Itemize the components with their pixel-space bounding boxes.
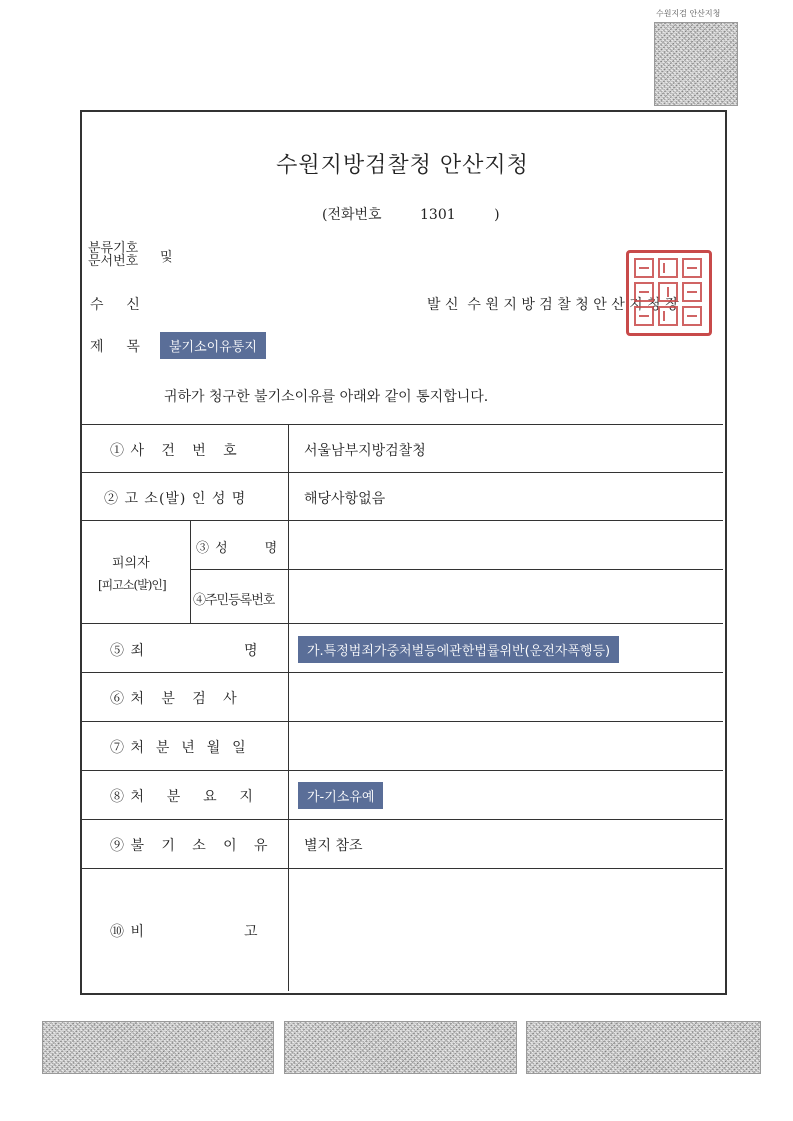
remarks-label-end: 고 xyxy=(244,924,259,940)
subject-label: 제 목 xyxy=(90,339,141,355)
phone-number: 1301 xyxy=(420,207,456,223)
reason-value: 별지 참조 xyxy=(304,838,363,854)
gist-value: 가-기소유예 xyxy=(298,782,383,809)
crime-label-end: 명 xyxy=(244,643,259,659)
subject-value: 불기소이유통지 xyxy=(160,332,266,359)
remarks-label: ⑩ 비 xyxy=(110,924,145,940)
doc-number-label xyxy=(88,242,138,268)
phone-line xyxy=(322,204,500,224)
phone-close: ) xyxy=(494,207,500,223)
top-stamp-caption: 수원지검 안산지청 xyxy=(656,9,721,18)
page-title: 수원지방검찰청 안산지청 xyxy=(276,153,529,178)
prosecutor-label: ⑥ 처 분 검 사 xyxy=(110,691,238,707)
suspect-group-label: 피의자 xyxy=(112,556,150,571)
table-column-divider xyxy=(288,424,289,991)
document-barcode-bottom-left xyxy=(42,1021,274,1074)
intro-text: 귀하가 청구한 불기소이유를 아래와 같이 통지합니다. xyxy=(164,389,489,405)
complainant-value: 해당사항없음 xyxy=(304,491,386,507)
table-top-border xyxy=(82,424,723,425)
suspect-name-label: ③ 성 명 xyxy=(196,541,279,556)
crime-value: 가.특정범죄가중처벌등에관한법률위반(운전자폭행등) xyxy=(298,636,619,663)
gist-label: ⑧ 처 분 요 지 xyxy=(110,789,254,805)
document-barcode-top xyxy=(654,22,738,106)
recipient-label: 수 신 xyxy=(90,297,141,313)
suspect-group-sublabel: [피고소(발)인] xyxy=(98,578,166,592)
complainant-label: ② 고 소(발) 인 성 명 xyxy=(104,491,247,507)
doc-number-label-line2: 문서번호 xyxy=(88,254,139,269)
phone-label: (전화번호 xyxy=(322,207,382,223)
crime-label: ⑤ 죄 xyxy=(110,643,145,659)
document-barcode-bottom-middle xyxy=(284,1021,517,1074)
suspect-id-label: ④주민등록번호 xyxy=(193,593,275,608)
sender-text: 발 신 수 원 지 방 검 찰 청 안 산 지 청 장 xyxy=(427,297,679,313)
reason-label: ⑨ 불 기 소 이 유 xyxy=(110,838,269,854)
official-seal xyxy=(626,250,712,336)
seal-pattern-icon xyxy=(629,253,709,333)
doc-number-label-and: 및 xyxy=(160,250,173,265)
case-number-label: ① 사 건 번 호 xyxy=(110,443,238,459)
document-barcode-bottom-right xyxy=(526,1021,761,1074)
document-frame xyxy=(80,110,727,995)
date-label: ⑦ 처 분 년 월 일 xyxy=(110,740,247,756)
case-number-value: 서울남부지방검찰청 xyxy=(304,443,426,459)
doc-number-label-line1: 분류기호 xyxy=(88,241,139,256)
